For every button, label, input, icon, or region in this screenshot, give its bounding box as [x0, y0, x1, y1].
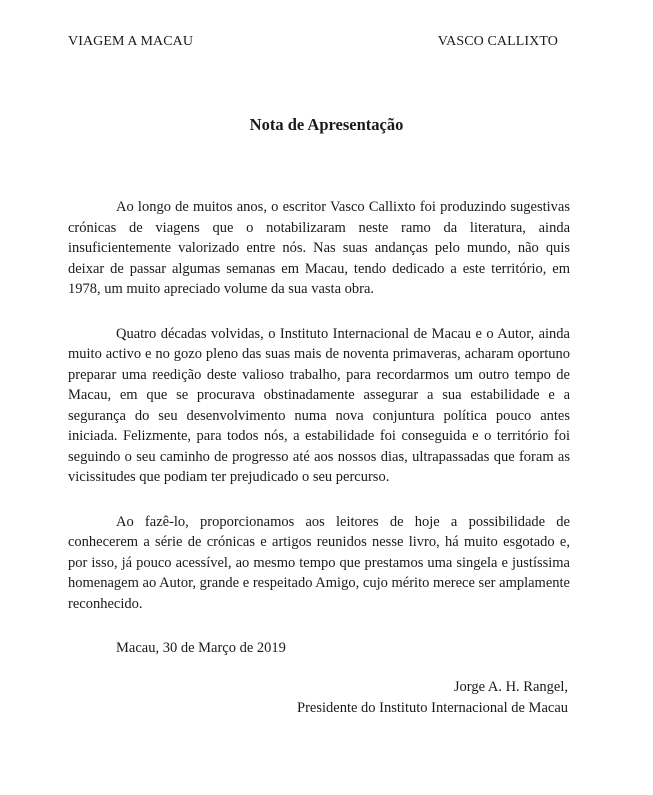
- signatory-name: Jorge A. H. Rangel,: [453, 679, 568, 695]
- paragraph-2: Quatro décadas volvidas, o Instituto Internacional de Macau e o Autor, ainda muito activo e no gozo pleno das suas mais de noventa primaveras, acharam oportuno preparar uma reedição deste valioso trabalho, para recordarmos um outro tempo de Macau, em que se procurava obstinadamente assegurar a sua estabilidade e a segurança do seu desenvolvimento numa nova conjuntura política pouco antes iniciada. Felizmente, para todos nós, a estabilidade foi conseguida e o território foi seguindo o seu caminho de progresso até aos nossos dias, ultrapassadas que foram as vicissitudes que podiam ter prejudicado o seu percurso.: [68, 325, 570, 485]
- signature-block: [297, 677, 568, 718]
- running-header: [68, 34, 558, 54]
- body-text: [68, 197, 570, 683]
- header-author-name: VASCO CALLIXTO: [437, 34, 558, 49]
- document-title: Nota de Apresentação: [249, 115, 404, 134]
- signatory-role: Presidente do Instituto Internacional de Macau: [297, 699, 568, 716]
- paragraph-3: Ao fazê-lo, proporcionamos aos leitores de hoje a possibilidade de conhecerem a série de crónicas e artigos reunidos nesse livro, há muito esgotado e, por isso, já pouco acessível, ao mesmo tempo que prestamos uma singela e justíssima homenagem ao Autor, grande e respeitado Amigo, cujo mérito merece ser amplamente reconhecido.: [68, 513, 570, 612]
- paragraph-1: Ao longo de muitos anos, o escritor Vasco Callixto foi produzindo sugestivas crónicas de viagens que o notabilizaram neste ramo da literatura, ainda insuficientemente valorizado entre nós. Nas suas andanças pelo mundo, não quis deixar de passar algumas semanas em Macau, tendo dedicado a este território, em 1978, um muito apreciado volume da sua vasta obra.: [68, 199, 570, 297]
- header-book-title: VIAGEM A MACAU: [68, 34, 194, 49]
- date-line: Macau, 30 de Março de 2019: [116, 640, 286, 656]
